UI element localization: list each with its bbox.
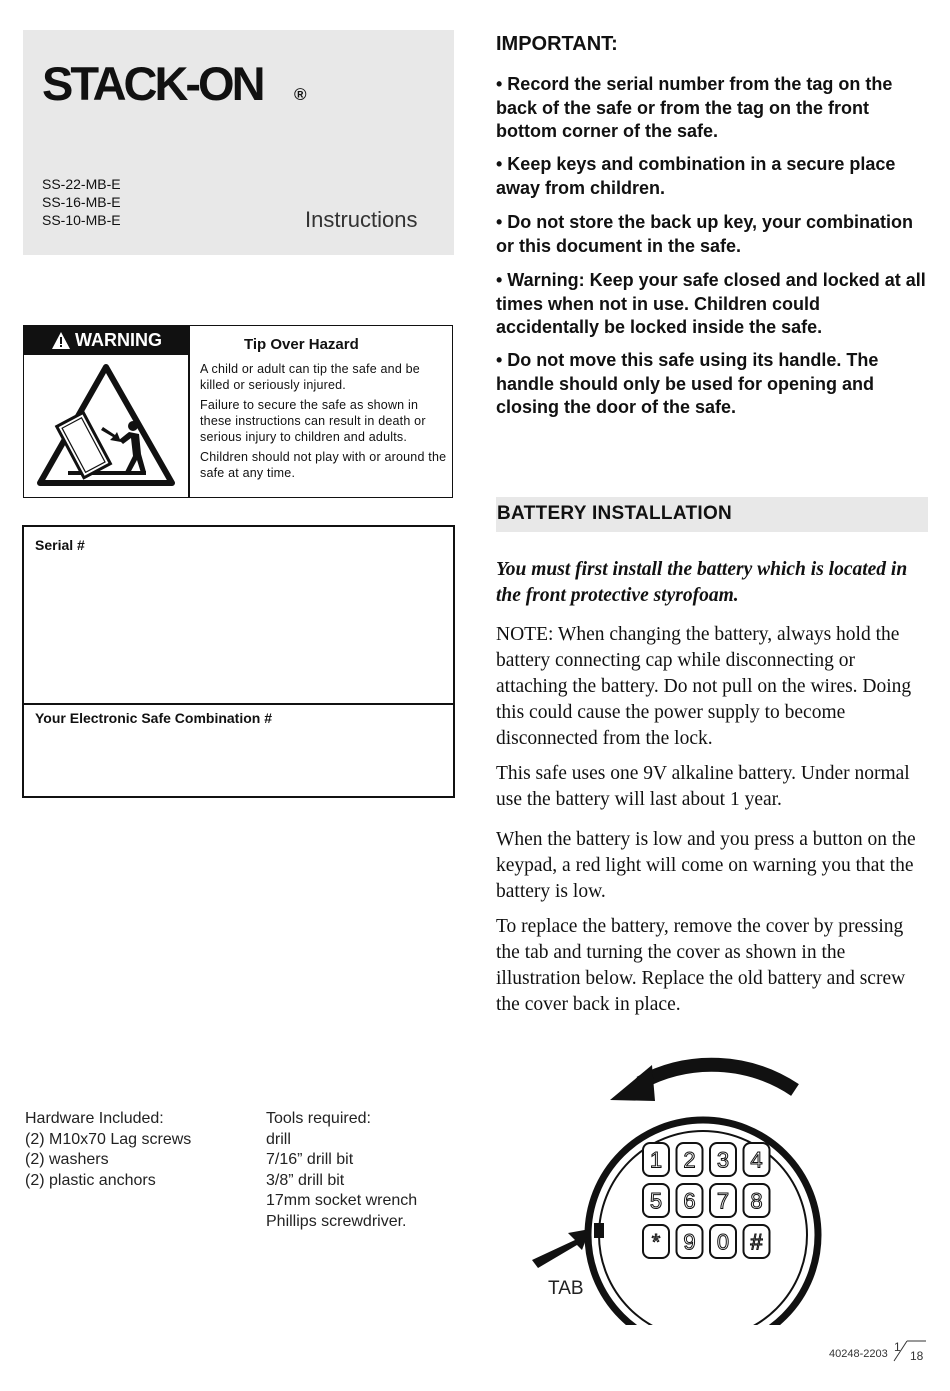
important-item: • Record the serial number from the tag on the back of the safe or from the tag on the front bottom corner of the safe. bbox=[496, 74, 893, 141]
keypad-key-label: * bbox=[651, 1229, 661, 1255]
battery-section-title: BATTERY INSTALLATION bbox=[497, 503, 733, 524]
serial-record-box bbox=[22, 525, 455, 798]
registered-mark: ® bbox=[294, 85, 307, 104]
tools-item: 7/16” drill bit bbox=[266, 1151, 354, 1168]
keypad-key-label: 1 bbox=[649, 1147, 663, 1173]
combination-label: Your Electronic Safe Combination # bbox=[35, 710, 273, 726]
important-item: • Warning: Keep your safe closed and locked at all times when not in use. Children could accidentally be locked inside the safe. bbox=[496, 270, 926, 337]
tip-over-title: Tip Over Hazard bbox=[244, 336, 359, 353]
tools-list bbox=[266, 1109, 417, 1232]
important-item: • Do not store the back up key, your combination or this document in the safe. bbox=[496, 212, 914, 256]
warning-text: Failure to secure the safe as shown in these instructions can result in death or serious injury to children and adults. bbox=[200, 398, 426, 444]
tools-item: Phillips screwdriver. bbox=[266, 1212, 407, 1230]
hardware-item: (2) plastic anchors bbox=[25, 1171, 156, 1189]
battery-intro: You must first install the battery which is located in the front protective styrofoam. bbox=[496, 559, 908, 606]
keypad-key-label: 5 bbox=[649, 1188, 663, 1214]
serial-divider bbox=[22, 703, 455, 705]
keypad-key-label: 8 bbox=[750, 1188, 763, 1214]
model-number: SS-16-MB-E bbox=[42, 194, 121, 210]
keypad-key-label: 4 bbox=[750, 1147, 763, 1173]
model-number: SS-22-MB-E bbox=[42, 176, 121, 192]
battery-paragraph: To replace the battery, remove the cover by pressing the tab and turning the cover as shown in the illustration below. Replace the old battery and screw the cover back in place. bbox=[496, 916, 906, 1015]
serial-label: Serial # bbox=[35, 537, 85, 553]
warning-divider bbox=[188, 325, 190, 498]
tools-title: Tools required: bbox=[266, 1110, 371, 1127]
warning-text: Children should not play with or around the safe at any time. bbox=[200, 450, 447, 480]
page-number: 1 bbox=[894, 1340, 901, 1354]
warning-label-bar bbox=[23, 325, 189, 355]
tools-item: 3/8” drill bit bbox=[266, 1171, 345, 1189]
tools-item: 17mm socket wrench bbox=[266, 1192, 418, 1209]
battery-paragraph: When the battery is low and you press a button on the keypad, a red light will come on warning you that the battery is low. bbox=[496, 829, 916, 902]
hardware-item: (2) washers bbox=[25, 1151, 109, 1168]
keypad-key-label: 2 bbox=[683, 1147, 696, 1173]
stack-on-logo: STACK-ON bbox=[42, 57, 263, 110]
keypad-key-label: 9 bbox=[683, 1229, 696, 1255]
rotate-arrow-icon bbox=[640, 1065, 795, 1090]
model-number: SS-10-MB-E bbox=[42, 212, 121, 228]
keypad-key-label: 7 bbox=[716, 1188, 730, 1214]
instructions-label: Instructions bbox=[305, 207, 418, 232]
warning-label: WARNING bbox=[75, 330, 162, 350]
document-number: 40248-2203 bbox=[829, 1348, 888, 1360]
keypad-key-label: # bbox=[750, 1229, 763, 1255]
hardware-title: Hardware Included: bbox=[25, 1110, 164, 1127]
battery-paragraph: This safe uses one 9V alkaline battery. Under normal use the battery will last about 1 year. bbox=[496, 763, 910, 810]
hardware-item: (2) M10x70 Lag screws bbox=[25, 1130, 192, 1148]
important-item: • Keep keys and combination in a secure place away from children. bbox=[496, 154, 896, 198]
page-total: 18 bbox=[910, 1349, 924, 1363]
tip-over-hazard-icon bbox=[35, 362, 177, 488]
warning-text: A child or adult can tip the safe and be killed or seriously injured. bbox=[200, 362, 420, 392]
warning-triangle-icon bbox=[52, 332, 70, 349]
battery-paragraph: NOTE: When changing the battery, always hold the battery connecting cap while disconnecting or attaching the battery. Do not pull on the wires. Doing this could cause the power supply to become disconnected from the lock. bbox=[496, 624, 912, 749]
battery-tab bbox=[594, 1223, 604, 1238]
important-item: • Do not move this safe using its handle. The handle should only be used for opening and closing the door of the safe. bbox=[496, 350, 879, 417]
tab-arrow-icon bbox=[532, 1229, 590, 1268]
keypad-key-label: 3 bbox=[716, 1147, 730, 1173]
important-title: IMPORTANT: bbox=[496, 33, 618, 55]
hardware-list bbox=[25, 1109, 191, 1191]
tab-label: TAB bbox=[548, 1278, 584, 1299]
tools-item: drill bbox=[266, 1130, 291, 1148]
keypad-key-label: 0 bbox=[716, 1229, 730, 1255]
keypad-key-label: 6 bbox=[683, 1188, 696, 1214]
